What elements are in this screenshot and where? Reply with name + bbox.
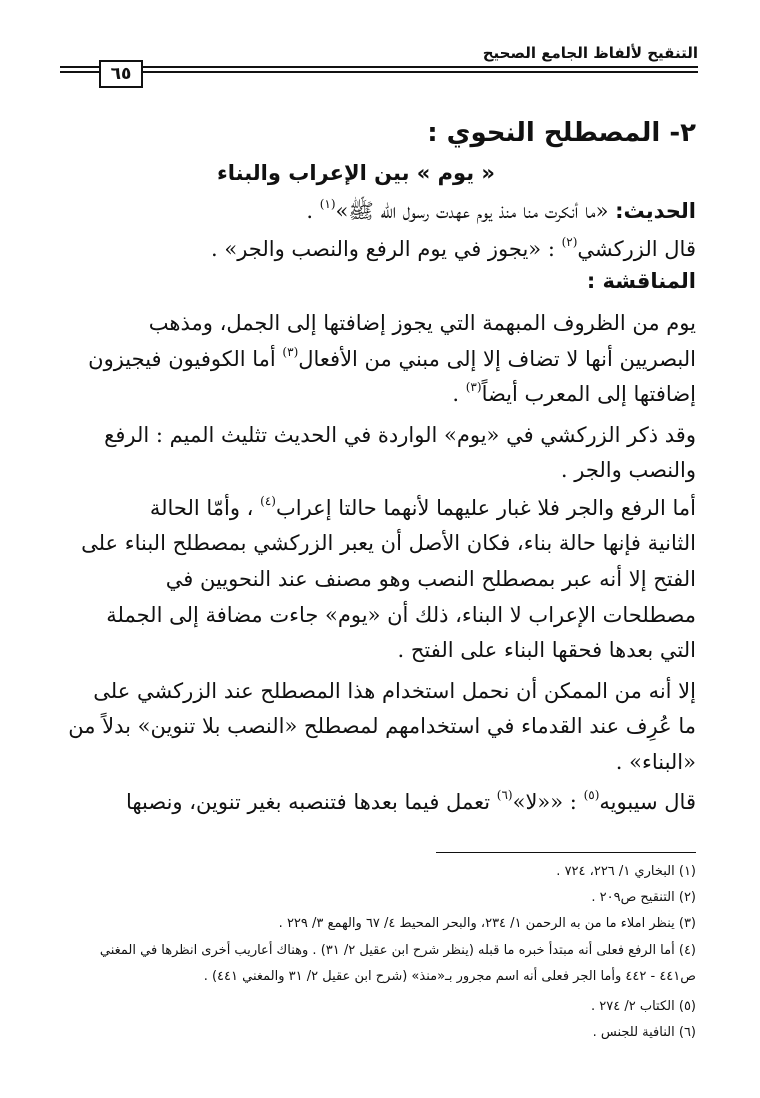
page-number-text: ٦٥ bbox=[110, 64, 132, 84]
paragraph-line: مصطلحات الإعراب لا البناء، ذلك أن «يوم» جاءت مضافة إلى الجملة bbox=[106, 603, 696, 627]
paragraph-line: «البناء» . bbox=[615, 750, 696, 774]
paragraph-line bbox=[66, 342, 696, 376]
page-number bbox=[99, 60, 143, 88]
text-run: ، وأمّا الحالة bbox=[149, 496, 254, 520]
footnote: (١) البخاري ١/ ٢٢٦، ٧٢٤ . bbox=[556, 864, 696, 879]
zarkashi-quote: : «يجوز في يوم الرفع والنصب والجر» . bbox=[211, 237, 555, 261]
hadith-text: «ما أنكرت منا منذ يوم عهدت رسول الله ﷺ» bbox=[335, 199, 609, 223]
hadith-label: الحديث: bbox=[615, 199, 696, 223]
footnote-ref: (٣) bbox=[282, 345, 299, 359]
subtitle: « يوم » بين الإعراب والبناء bbox=[217, 161, 495, 185]
footnote: ص٤٤١ - ٤٤٢ وأما الجر فعلى أنه اسم مجرور بـ«منذ» (شرح ابن عقيل ٢/ ٣١ والمغني ٤٤١) . bbox=[203, 969, 696, 984]
text-run: البصريين أنها لا تضاف إلا إلى مبني من الأفعال bbox=[298, 347, 696, 371]
header-rule-lower bbox=[143, 71, 698, 73]
paragraph-line: ما عُرِف عند القدماء في استخدامهم لمصطلح «النصب بلا تنوين» بدلاً من bbox=[68, 714, 696, 738]
paragraph-line bbox=[66, 377, 696, 411]
text-run: قال سيبويه bbox=[599, 790, 696, 814]
paragraph-line: وقد ذكر الزركشي في «يوم» الواردة في الحديث تثليث الميم : الرفع bbox=[104, 423, 696, 447]
text-run: : ««لا» bbox=[512, 790, 577, 814]
footnote: (٤) أما الرفع فعلى أنه مبتدأ خبره ما قبله (ينظر شرح ابن عقيل ٢/ ٣١) . وهناك أعاريب أخرى انظرها في المغني bbox=[99, 943, 696, 958]
section-title: ٢- المصطلح النحوي : bbox=[427, 118, 696, 148]
running-title: التنقيح لألفاظ الجامع الصحيح bbox=[482, 44, 698, 62]
footnote-divider bbox=[436, 852, 696, 853]
paragraph-line: الثانية فإنها حالة بناء، فكان الأصل أن يعبر الزركشي بمصطلح البناء على bbox=[81, 531, 696, 555]
footnote: (٣) ينظر املاء ما من به الرحمن ١/ ٢٣٤، والبحر المحيط ٤/ ٦٧ والهمع ٣/ ٢٢٩ . bbox=[278, 916, 696, 931]
footnote: (٦) النافية للجنس . bbox=[592, 1025, 696, 1040]
text-run: تعمل فيما بعدها فتنصبه بغير تنوين، ونصبها bbox=[125, 790, 491, 814]
text-run: أما الكوفيون فيجيزون bbox=[88, 347, 276, 371]
footnote: (٢) التنقيح ص٢٠٩ . bbox=[591, 890, 696, 905]
header-rule bbox=[143, 66, 698, 68]
zarkashi-line bbox=[66, 232, 696, 266]
paragraph-line: الفتح إلا أنه عبر بمصطلح النصب وهو مصنف عند النحويين في bbox=[165, 567, 696, 591]
footnote: (٥) الكتاب ٢/ ٢٧٤ . bbox=[591, 999, 696, 1014]
paragraph-line: التي بعدها فحقها البناء على الفتح . bbox=[397, 638, 696, 662]
hadith-line: الحديث: «ما أنكرت منا منذ يوم عهدت رسول الله ﷺ»$^{(١)}$ . bbox=[306, 197, 696, 223]
footnote-ref: (٥) bbox=[583, 788, 600, 802]
zarkashi-text: قال الزركشي bbox=[577, 237, 696, 261]
text-run: إضافتها إلى المعرب أيضاً bbox=[481, 382, 696, 406]
paragraph-line: إلا أنه من الممكن أن نحمل استخدام هذا المصطلح عند الزركشي على bbox=[93, 679, 696, 703]
paragraph-line: يوم من الظروف المبهمة التي يجوز إضافتها إلى الجمل، ومذهب bbox=[148, 311, 696, 335]
text-run: أما الرفع والجر فلا غبار عليهما لأنهما حالتا إعراب bbox=[275, 496, 696, 520]
header-rule-left bbox=[60, 66, 99, 68]
discussion-label: المناقشة : bbox=[586, 269, 696, 293]
footnote-ref: (٣) bbox=[465, 380, 482, 394]
footnote-ref: (٤) bbox=[260, 494, 276, 508]
text-run: . bbox=[452, 382, 460, 406]
footnote-ref: (٢) bbox=[561, 235, 578, 249]
footnote-ref: (٦) bbox=[496, 788, 513, 802]
footnote-ref: (١) bbox=[319, 197, 336, 211]
paragraph-line bbox=[66, 491, 696, 525]
header-rule-left-lower bbox=[60, 71, 99, 73]
paragraph-line bbox=[66, 785, 696, 819]
paragraph-line: والنصب والجر . bbox=[560, 458, 696, 482]
